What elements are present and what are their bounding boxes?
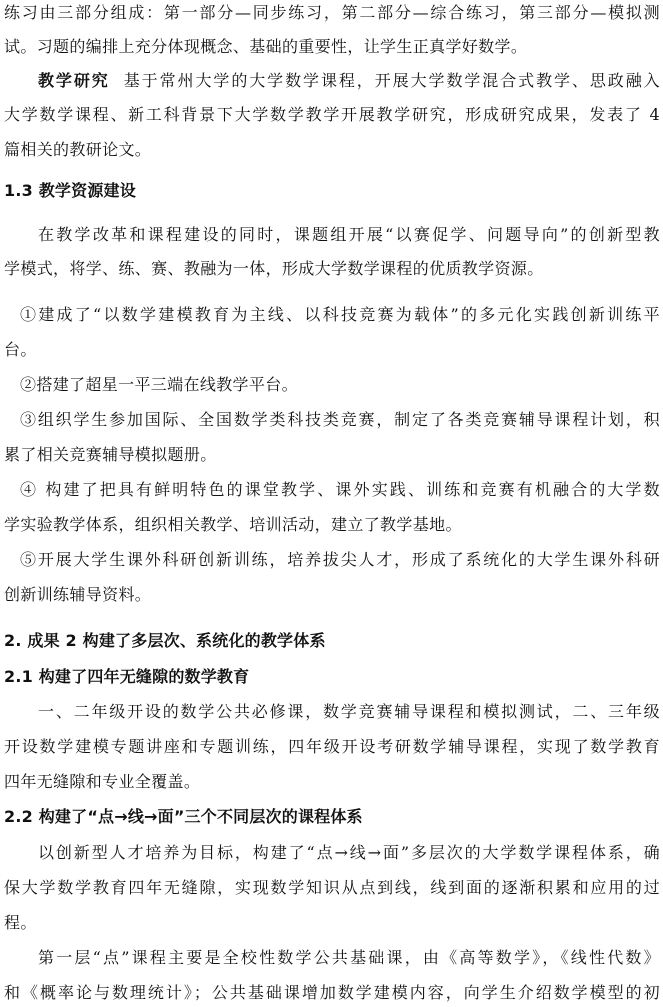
list-item-continuation: 累了相关竞赛辅导模拟题册。: [4, 445, 217, 464]
list-item: ③组织学生参加国际、全国数学类科技类竞赛，制定了各类竞赛辅导课程计划，积: [20, 410, 660, 429]
paragraph-line: 保大学数学教育四年无缝隙，实现数学知识从点到线，线到面的逐渐积累和应用的过: [4, 878, 660, 897]
list-item-continuation: 学实验教学体系，组织相关教学、培训活动，建立了教学基地。: [4, 515, 462, 534]
list-item: ⑤开展大学生课外科研创新训练，培养拔尖人才，形成了系统化的大学生课外科研: [20, 550, 660, 569]
paragraph-line: 在教学改革和课程建设的同时，课题组开展“以赛促学、问题导向”的创新型教: [38, 225, 660, 244]
paragraph-line: 一、二年级开设的数学公共必修课，数学竞赛辅导课程和模拟测试，二、三年级: [38, 702, 660, 721]
paragraph-line: 学模式，将学、练、赛、教融为一体，形成大学数学课程的优质教学资源。: [4, 259, 544, 278]
inline-text: 基于常州大学的大学数学课程，开展大学数学混合式教学、思政融入: [123, 71, 660, 90]
paragraph-line: 篇相关的教研论文。: [4, 140, 152, 159]
paragraph-line: 和《概率论与数理统计》；公共基础课增加数学建模内容，向学生介绍数学模型的初: [4, 983, 660, 1002]
paragraph-line: 程。: [4, 913, 37, 932]
paragraph-line: 大学数学课程、新工科背景下大学数学教学开展教学研究，形成研究成果，发表了 4: [4, 105, 660, 124]
section-heading: 2.1 构建了四年无缝隙的数学教育: [4, 667, 250, 686]
list-item: ④ 构建了把具有鲜明特色的课堂教学、课外实践、训练和竞赛有机融合的大学数: [20, 480, 660, 499]
paragraph-line: [38, 70, 660, 92]
section-heading: 1.3 教学资源建设: [4, 181, 136, 200]
section-heading: 2.2 构建了“点→线→面”三个不同层次的课程体系: [4, 807, 363, 826]
paragraph-line: 以创新型人才培养为目标，构建了“点→线→面”多层次的大学数学课程体系，确: [38, 843, 660, 862]
list-item: ②搭建了超星一平三端在线教学平台。: [20, 375, 298, 394]
list-item-continuation: 台。: [4, 340, 37, 359]
paragraph-line: 试。习题的编排上充分体现概念、基础的重要性，让学生正真学好数学。: [4, 37, 528, 56]
chapter-heading: 2. 成果 2 构建了多层次、系统化的教学体系: [4, 631, 326, 650]
list-item: ①建成了“以数学建模教育为主线、以科技竞赛为载体”的多元化实践创新训练平: [20, 305, 660, 324]
paragraph-line: 第一层“点”课程主要是全校性数学公共基础课，由《高等数学》，《线性代数》: [38, 948, 660, 967]
paragraph-line: 开设数学建模专题讲座和专题训练，四年级开设考研数学辅导课程，实现了数学教育: [4, 737, 660, 756]
inline-label: 教学研究: [38, 71, 110, 90]
paragraph-line: 四年无缝隙和专业全覆盖。: [4, 772, 201, 791]
list-item-continuation: 创新训练辅导资料。: [4, 585, 152, 604]
paragraph-line: 练习由三部分组成：第一部分—同步练习，第二部分—综合练习，第三部分—模拟测: [4, 3, 660, 22]
